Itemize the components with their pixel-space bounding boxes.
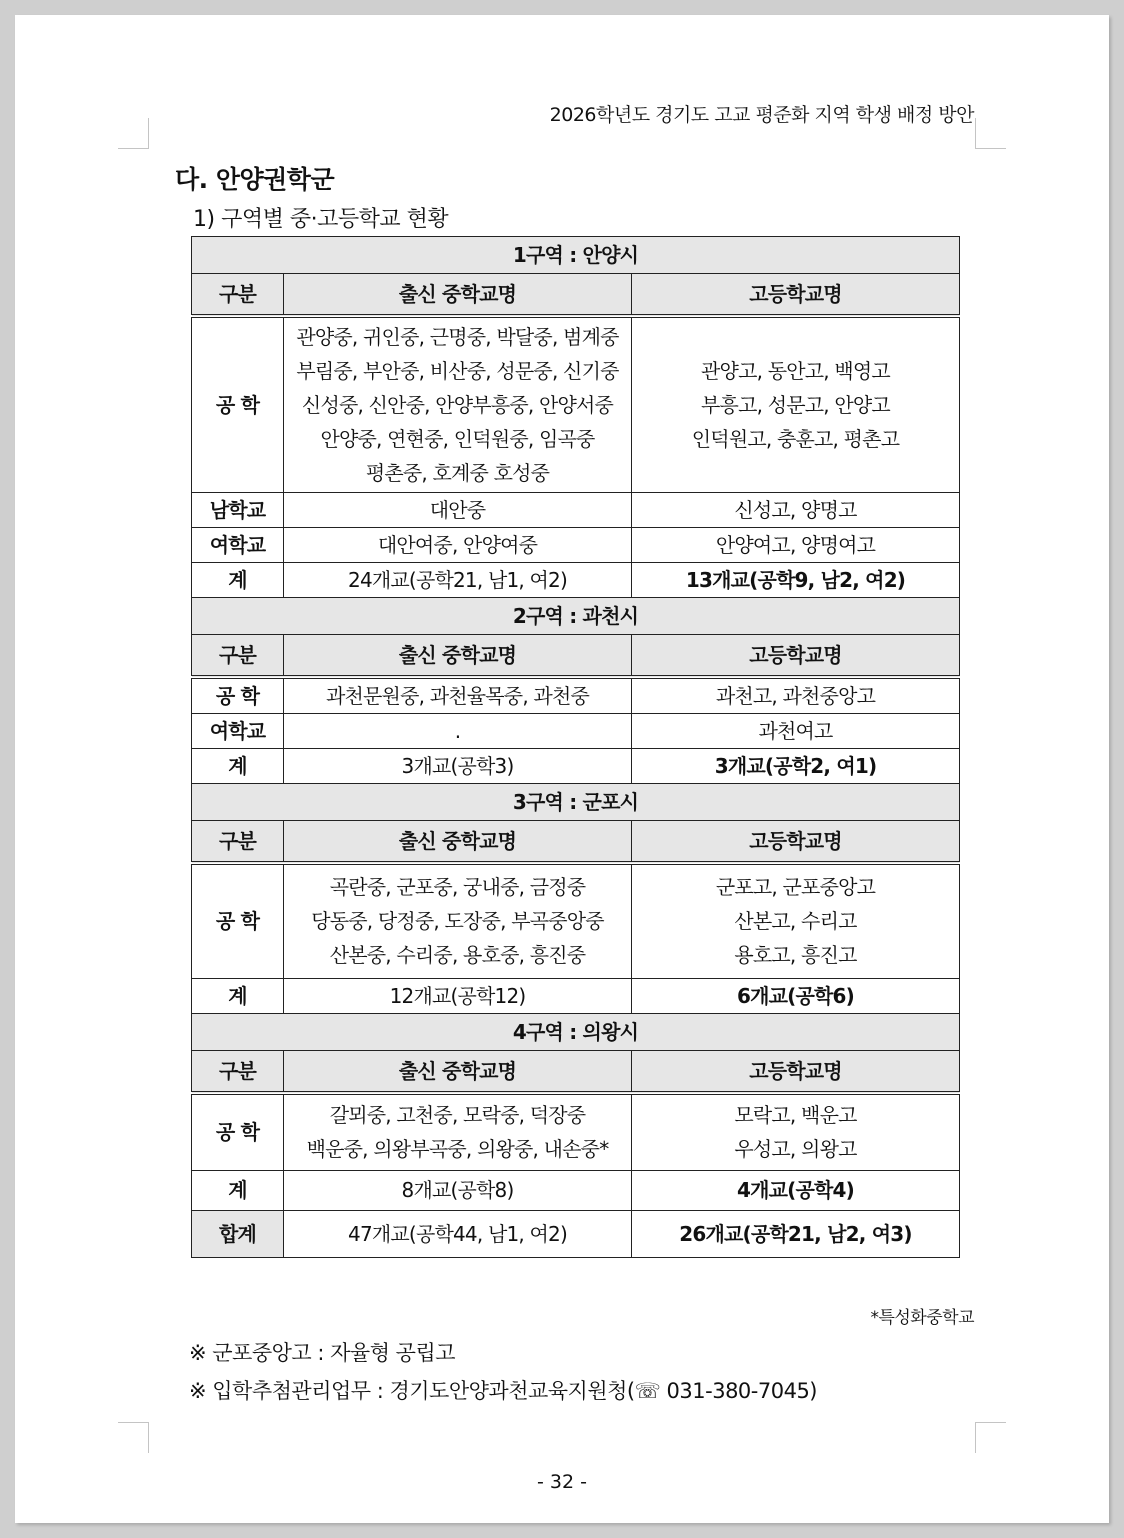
category-cell: 공 학 <box>192 1093 284 1170</box>
table-row <box>192 677 960 714</box>
high-schools-cell: 신성고, 양명고 <box>632 492 960 527</box>
school-line: 관양중, 귀인중, 근명중, 박달중, 범계중 <box>296 324 619 349</box>
district-title-row <box>192 1014 960 1051</box>
header-row <box>192 820 960 863</box>
school-line: 부흥고, 성문고, 안양고 <box>701 392 890 417</box>
crop-mark-top-left <box>118 118 149 149</box>
total-middle: 24개교(공학21, 남1, 여2) <box>284 562 632 597</box>
school-line: 부림중, 부안중, 비산중, 성문중, 신기중 <box>296 358 619 383</box>
high-schools-cell <box>632 316 960 492</box>
total-row <box>192 748 960 783</box>
category-cell: 공 학 <box>192 677 284 714</box>
col-header-middle: 출신 중학교명 <box>284 274 632 317</box>
col-header-category: 구분 <box>192 274 284 317</box>
middle-schools-cell <box>284 316 632 492</box>
high-schools-cell <box>632 863 960 979</box>
school-line: 당동중, 당정중, 도장중, 부곡중앙중 <box>311 909 604 934</box>
school-line: 평촌중, 호계중 호성중 <box>365 460 550 485</box>
district-title: 1구역 : 안양시 <box>192 237 960 274</box>
section-subtitle: 1) 구역별 중·고등학교 현황 <box>193 207 449 232</box>
total-label: 계 <box>192 562 284 597</box>
category-cell: 여학교 <box>192 713 284 748</box>
district-title-row <box>192 237 960 274</box>
district-title: 3구역 : 군포시 <box>192 783 960 820</box>
grand-total-row <box>192 1210 960 1257</box>
school-line: 인덕원고, 충훈고, 평촌고 <box>691 426 900 451</box>
running-header: 2026학년도 경기도 고교 평준화 지역 학생 배정 방안 <box>549 104 974 126</box>
total-row <box>192 1170 960 1210</box>
col-header-middle: 출신 중학교명 <box>284 1051 632 1094</box>
category-cell: 남학교 <box>192 492 284 527</box>
category-cell: 여학교 <box>192 527 284 562</box>
section-title: 다. 안양권학군 <box>175 165 335 194</box>
table-row <box>192 863 960 979</box>
school-line: 백운중, 의왕부곡중, 의왕중, 내손중* <box>306 1137 609 1162</box>
document-page <box>15 15 1109 1523</box>
total-row <box>192 979 960 1014</box>
school-line: 산본중, 수리중, 용호중, 흥진중 <box>329 943 586 968</box>
note-admission-office: ※ 입학추첨관리업무 : 경기도안양과천교육지원청(☏ 031-380-7045) <box>189 1379 818 1403</box>
crop-mark-top-right <box>975 118 1006 149</box>
col-header-high: 고등학교명 <box>632 1051 960 1094</box>
total-label: 계 <box>192 979 284 1014</box>
district-title: 4구역 : 의왕시 <box>192 1014 960 1051</box>
middle-schools-cell: 대안여중, 안양여중 <box>284 527 632 562</box>
high-schools-cell <box>632 1093 960 1170</box>
district-school-table <box>191 236 960 1258</box>
col-header-middle: 출신 중학교명 <box>284 820 632 863</box>
crop-mark-bottom-right <box>975 1422 1006 1453</box>
school-line: 모락고, 백운고 <box>734 1103 857 1128</box>
school-line: 곡란중, 군포중, 궁내중, 금정중 <box>329 875 586 900</box>
total-middle: 8개교(공학8) <box>284 1170 632 1210</box>
school-line: 산본고, 수리고 <box>734 909 857 934</box>
col-header-category: 구분 <box>192 820 284 863</box>
table-row <box>192 527 960 562</box>
school-line: 안양중, 연현중, 인덕원중, 임곡중 <box>320 426 595 451</box>
col-header-high: 고등학교명 <box>632 634 960 677</box>
total-high: 13개교(공학9, 남2, 여2) <box>632 562 960 597</box>
grand-total-label: 합계 <box>192 1210 284 1257</box>
district-title: 2구역 : 과천시 <box>192 597 960 634</box>
district-title-row <box>192 597 960 634</box>
specialized-school-footnote: *특성화중학교 <box>870 1308 974 1328</box>
school-line: 신성중, 신안중, 안양부흥중, 안양서중 <box>301 392 614 417</box>
school-line: 관양고, 동안고, 백영고 <box>701 358 890 383</box>
category-cell: 공 학 <box>192 316 284 492</box>
header-row <box>192 274 960 317</box>
district-title-row <box>192 783 960 820</box>
total-label: 계 <box>192 748 284 783</box>
school-line: 갈뫼중, 고천중, 모락중, 덕장중 <box>329 1103 586 1128</box>
col-header-category: 구분 <box>192 1051 284 1094</box>
header-row <box>192 634 960 677</box>
grand-total-high: 26개교(공학21, 남2, 여3) <box>632 1210 960 1257</box>
note-gunpo-central: ※ 군포중앙고 : 자율형 공립고 <box>189 1341 456 1365</box>
col-header-high: 고등학교명 <box>632 820 960 863</box>
header-row <box>192 1051 960 1094</box>
table-row <box>192 713 960 748</box>
total-high: 3개교(공학2, 여1) <box>632 748 960 783</box>
total-middle: 12개교(공학12) <box>284 979 632 1014</box>
crop-mark-bottom-left <box>118 1422 149 1453</box>
middle-schools-cell <box>284 863 632 979</box>
middle-schools-cell: . <box>284 713 632 748</box>
col-header-middle: 출신 중학교명 <box>284 634 632 677</box>
col-header-high: 고등학교명 <box>632 274 960 317</box>
table-row <box>192 316 960 492</box>
school-line: 우성고, 의왕고 <box>734 1137 857 1162</box>
total-high: 6개교(공학6) <box>632 979 960 1014</box>
total-middle: 3개교(공학3) <box>284 748 632 783</box>
high-schools-cell: 과천여고 <box>632 713 960 748</box>
middle-schools-cell <box>284 1093 632 1170</box>
total-row <box>192 562 960 597</box>
table-row <box>192 492 960 527</box>
page-number: - 32 - <box>537 1471 587 1493</box>
col-header-category: 구분 <box>192 634 284 677</box>
total-high: 4개교(공학4) <box>632 1170 960 1210</box>
school-line: 군포고, 군포중앙고 <box>715 875 876 900</box>
grand-total-middle: 47개교(공학44, 남1, 여2) <box>284 1210 632 1257</box>
middle-schools-cell: 대안중 <box>284 492 632 527</box>
table-row <box>192 1093 960 1170</box>
school-line: 용호고, 흥진고 <box>734 943 857 968</box>
category-cell: 공 학 <box>192 863 284 979</box>
total-label: 계 <box>192 1170 284 1210</box>
middle-schools-cell: 과천문원중, 과천율목중, 과천중 <box>284 677 632 714</box>
high-schools-cell: 안양여고, 양명여고 <box>632 527 960 562</box>
high-schools-cell: 과천고, 과천중앙고 <box>632 677 960 714</box>
